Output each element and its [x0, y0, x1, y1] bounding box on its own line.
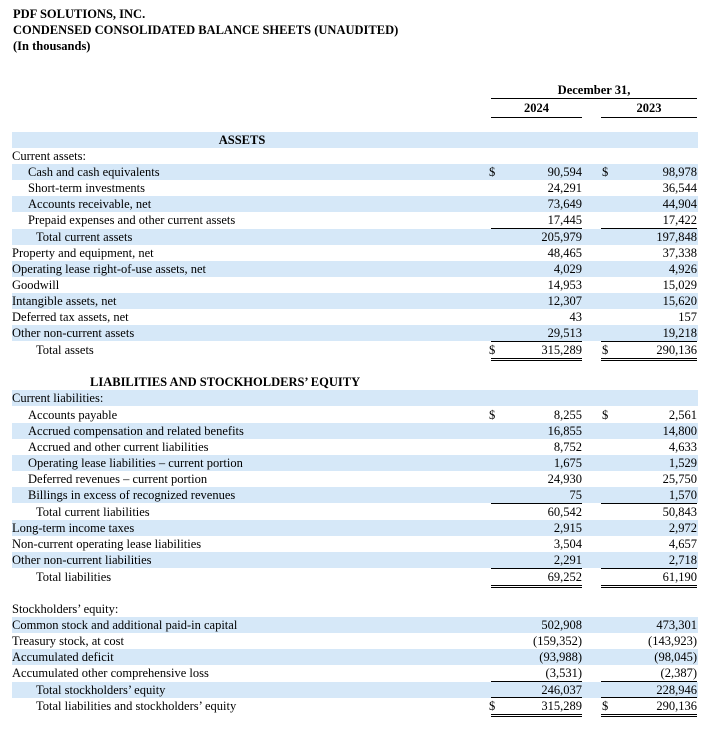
total-double-rule — [601, 714, 697, 717]
row-label: Non-current operating lease liabilities — [12, 537, 202, 551]
table-row — [12, 212, 698, 228]
row-label: Prepaid expenses and other current assets — [28, 213, 236, 227]
value-2024: 29,513 — [547, 326, 582, 340]
value-2024: (3,531) — [545, 666, 582, 680]
currency-symbol: $ — [489, 408, 496, 422]
row-label: Accumulated deficit — [12, 650, 114, 664]
value-2024: 2,291 — [553, 553, 582, 567]
subtotal-rule — [601, 503, 697, 504]
table-row — [12, 601, 698, 617]
value-2024: 16,855 — [547, 424, 582, 438]
row-label: Deferred revenues – current portion — [28, 472, 208, 486]
value-2023: 4,657 — [668, 537, 697, 551]
subtotal-rule — [491, 341, 582, 342]
subtotal-rule — [601, 568, 697, 569]
value-2023: 36,544 — [662, 181, 697, 195]
table-row — [12, 649, 698, 665]
table-row — [12, 682, 698, 698]
value-2024: 73,649 — [547, 197, 582, 211]
row-label: Goodwill — [12, 278, 60, 292]
value-2024: 69,252 — [547, 570, 582, 584]
row-label: Total liabilities — [36, 570, 112, 584]
value-2024: 60,542 — [547, 505, 582, 519]
subtotal-rule — [601, 681, 697, 682]
value-2024: 43 — [569, 310, 582, 324]
value-2024: 8,255 — [553, 408, 582, 422]
row-label: Treasury stock, at cost — [12, 634, 125, 648]
currency-symbol: $ — [602, 699, 609, 713]
statement-title: CONDENSED CONSOLIDATED BALANCE SHEETS (UNAUDITED) — [13, 23, 399, 37]
liabilities-section-row — [12, 374, 698, 390]
value-2024: (159,352) — [533, 634, 582, 648]
table-row — [12, 536, 698, 552]
year-2023-rule — [601, 117, 697, 118]
table-row — [12, 665, 698, 681]
value-2023: 25,750 — [662, 472, 697, 486]
value-2023: (98,045) — [654, 650, 697, 664]
table-row — [12, 342, 698, 358]
table-row — [12, 277, 698, 293]
table-row — [12, 309, 698, 325]
period-header: December 31, — [557, 83, 631, 97]
table-row — [12, 698, 698, 714]
value-2023: 473,301 — [656, 618, 697, 632]
value-2023: 15,620 — [662, 294, 697, 308]
row-label: Billings in excess of recognized revenues — [28, 488, 236, 502]
year-2024-rule — [491, 117, 582, 118]
value-2024: 1,675 — [553, 456, 582, 470]
row-label: Stockholders’ equity: — [12, 602, 119, 616]
currency-symbol: $ — [489, 165, 496, 179]
value-2024: 205,979 — [541, 230, 582, 244]
row-label: Operating lease liabilities – current portion — [28, 456, 243, 470]
value-2023: 17,422 — [662, 213, 697, 227]
total-double-rule — [491, 358, 582, 361]
subtotal-rule — [601, 341, 697, 342]
value-2024: 24,930 — [547, 472, 582, 486]
value-2023: 98,978 — [662, 165, 697, 179]
total-double-rule — [601, 585, 697, 588]
value-2023: 290,136 — [656, 699, 697, 713]
currency-symbol: $ — [602, 408, 609, 422]
table-row — [12, 293, 698, 309]
subtotal-rule — [491, 568, 582, 569]
row-label: Accounts receivable, net — [28, 197, 152, 211]
value-2024: 3,504 — [553, 537, 582, 551]
value-2023: 61,190 — [662, 570, 697, 584]
value-2024: 17,445 — [547, 213, 582, 227]
table-row — [12, 390, 698, 406]
table-row — [12, 325, 698, 341]
subtotal-rule — [491, 697, 582, 698]
value-2023: 15,029 — [662, 278, 697, 292]
table-row — [12, 617, 698, 633]
row-label: Current assets: — [12, 149, 86, 163]
currency-symbol: $ — [489, 699, 496, 713]
value-2024: 8,752 — [553, 440, 582, 454]
value-2024: 12,307 — [547, 294, 582, 308]
value-2023: 2,561 — [668, 408, 697, 422]
value-2023: (2,387) — [660, 666, 697, 680]
value-2024: 48,465 — [547, 246, 582, 260]
table-row — [12, 439, 698, 455]
row-label: Operating lease right-of-use assets, net — [12, 262, 207, 276]
value-2024: 246,037 — [541, 683, 582, 697]
year-2023-header: 2023 — [636, 101, 662, 115]
value-2023: 4,633 — [668, 440, 697, 454]
value-2024: 14,953 — [547, 278, 582, 292]
row-label: Total current assets — [36, 230, 133, 244]
row-label: Total stockholders’ equity — [36, 683, 166, 697]
table-row — [12, 504, 698, 520]
value-2024: (93,988) — [539, 650, 582, 664]
value-2023: 290,136 — [656, 343, 697, 357]
value-2023: 14,800 — [662, 424, 697, 438]
value-2023: 37,338 — [662, 246, 697, 260]
row-label: Total liabilities and stockholders’ equity — [36, 699, 237, 713]
value-2024: 315,289 — [541, 699, 582, 713]
row-label: Other non-current liabilities — [12, 553, 152, 567]
subtotal-rule — [491, 681, 582, 682]
table-row — [12, 148, 698, 164]
table-row — [12, 423, 698, 439]
total-double-rule — [491, 714, 582, 717]
value-2023: 19,218 — [662, 326, 697, 340]
row-label: Accrued compensation and related benefits — [28, 424, 244, 438]
assets-section-row — [12, 132, 698, 148]
currency-symbol: $ — [489, 343, 496, 357]
row-label: Intangible assets, net — [12, 294, 117, 308]
value-2023: 44,904 — [662, 197, 697, 211]
assets-section-title: ASSETS — [218, 133, 266, 147]
row-label: Other non-current assets — [12, 326, 135, 340]
value-2024: 75 — [569, 488, 582, 502]
row-label: Common stock and additional paid-in capital — [12, 618, 238, 632]
value-2023: 228,946 — [656, 683, 697, 697]
liabilities-section-title: LIABILITIES AND STOCKHOLDERS’ EQUITY — [90, 375, 361, 389]
subtotal-rule — [491, 228, 582, 229]
table-row — [12, 229, 698, 245]
row-label: Cash and cash equivalents — [28, 165, 160, 179]
total-double-rule — [491, 585, 582, 588]
row-label: Deferred tax assets, net — [12, 310, 129, 324]
value-2023: 197,848 — [656, 230, 697, 244]
value-2024: 4,029 — [553, 262, 582, 276]
table-row — [12, 196, 698, 212]
row-label: Accumulated other comprehensive loss — [12, 666, 209, 680]
total-double-rule — [601, 358, 697, 361]
row-label: Accrued and other current liabilities — [28, 440, 209, 454]
table-row — [12, 245, 698, 261]
table-row — [12, 164, 698, 180]
row-label: Total current liabilities — [36, 505, 150, 519]
subtotal-rule — [601, 228, 697, 229]
value-2024: 315,289 — [541, 343, 582, 357]
table-row — [12, 261, 698, 277]
units-note: (In thousands) — [13, 39, 91, 53]
table-row — [12, 633, 698, 649]
table-row — [12, 520, 698, 536]
row-label: Total assets — [36, 343, 94, 357]
value-2023: 4,926 — [668, 262, 697, 276]
period-header-rule — [491, 98, 697, 99]
value-2023: (143,923) — [648, 634, 697, 648]
value-2023: 157 — [678, 310, 697, 324]
subtotal-rule — [491, 503, 582, 504]
value-2024: 502,908 — [541, 618, 582, 632]
value-2023: 50,843 — [662, 505, 697, 519]
currency-symbol: $ — [602, 343, 609, 357]
value-2024: 90,594 — [547, 165, 582, 179]
table-row — [12, 180, 698, 196]
company-name: PDF SOLUTIONS, INC. — [13, 7, 146, 21]
row-label: Long-term income taxes — [12, 521, 135, 535]
value-2024: 2,915 — [553, 521, 582, 535]
row-label: Property and equipment, net — [12, 246, 154, 260]
value-2023: 1,529 — [668, 456, 697, 470]
table-row — [12, 471, 698, 487]
value-2023: 2,718 — [668, 553, 697, 567]
row-label: Accounts payable — [28, 408, 118, 422]
table-row — [12, 455, 698, 471]
value-2024: 24,291 — [547, 181, 582, 195]
subtotal-rule — [601, 697, 697, 698]
value-2023: 1,570 — [668, 488, 697, 502]
row-label: Current liabilities: — [12, 391, 104, 405]
row-label: Short-term investments — [28, 181, 145, 195]
table-row — [12, 552, 698, 568]
year-2024-header: 2024 — [524, 101, 549, 115]
table-row — [12, 407, 698, 423]
table-row — [12, 569, 698, 585]
table-row — [12, 487, 698, 503]
currency-symbol: $ — [602, 165, 609, 179]
value-2023: 2,972 — [668, 521, 697, 535]
